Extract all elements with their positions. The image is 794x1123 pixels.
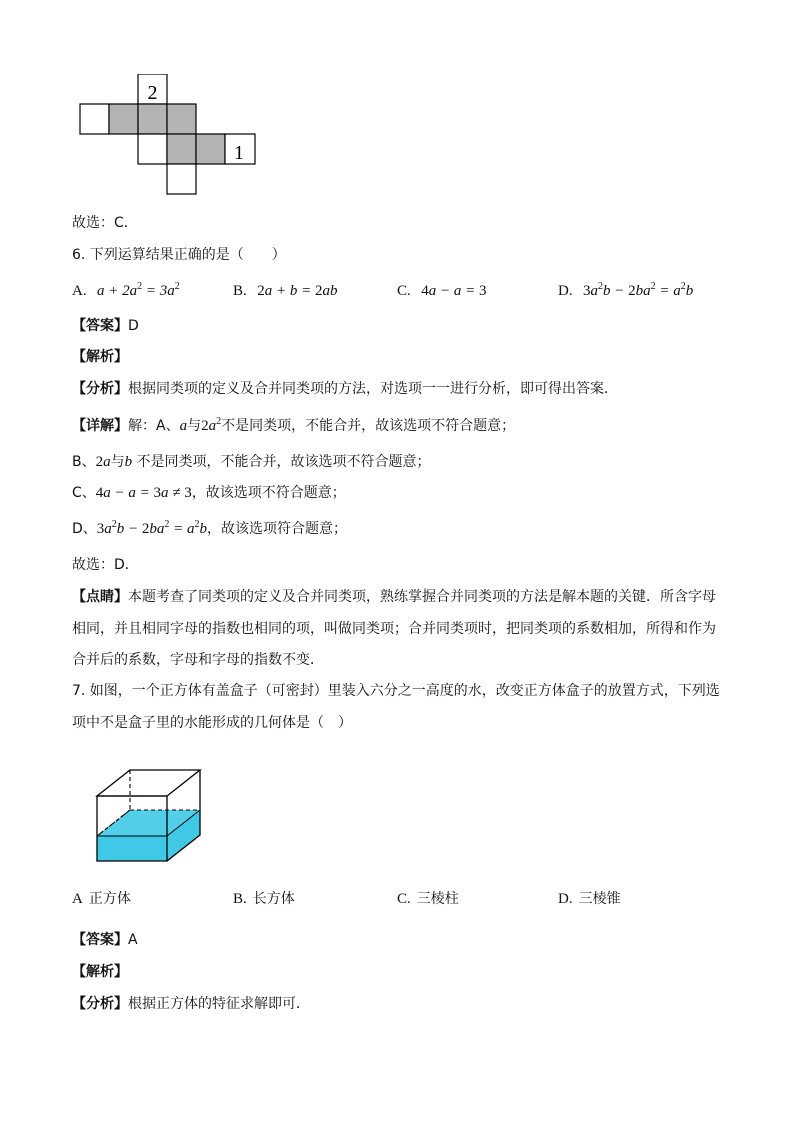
detail-prefix: D、 (72, 521, 97, 537)
option-text: 长方体 (252, 891, 295, 907)
net-square (167, 164, 196, 194)
q6-comment-1 (72, 587, 716, 607)
answer-value: D (128, 318, 139, 334)
cube-box-figure (90, 757, 208, 869)
option-label: B. (233, 891, 247, 907)
q6-option-a[interactable] (72, 281, 180, 301)
net-square-shaded (167, 104, 196, 134)
q6-comment-2: 相同，并且相同字母的指数也相同的项，叫做同类项；合并同类项时，把同类项的系数相加，所得和作为 (72, 621, 716, 637)
fenxi-text: 根据同类项的定义及合并同类项的方法，对选项一一进行分析，即可得出答案． (128, 381, 618, 397)
q7-option-d[interactable] (558, 889, 621, 909)
option-label: A. (72, 283, 87, 299)
net-label-2: 2 (147, 82, 158, 104)
top-face-edge (97, 770, 200, 796)
water-front-face (97, 836, 167, 861)
q6-detail-b (72, 452, 431, 472)
detail-mid: 与 (110, 454, 125, 470)
net-square (138, 134, 167, 164)
net-square-shaded (109, 104, 138, 134)
q6-jiexi: 【解析】 (72, 349, 128, 365)
q5-choose: 故选：C． (72, 215, 138, 231)
option-label: C. (397, 891, 411, 907)
option-label: D. (558, 283, 573, 299)
option-expr: $3a^2b - 2ba^2 = a^2b$ (583, 281, 694, 299)
option-expr: $a + 2a^2 = 3a^2$ (97, 281, 180, 299)
detail-suffix: 不是同类项，不能合并，故该选项不符合题意； (132, 454, 431, 470)
expr: b (124, 454, 133, 470)
q6-fenxi (72, 379, 618, 399)
expr: 2a (95, 454, 111, 470)
expr: a (179, 418, 188, 434)
comment-text: 本题考查了同类项的定义及合并同类项，熟练掌握合并同类项的方法是解本题的关键．所含字母 (128, 589, 716, 605)
net-square-shaded (196, 134, 225, 164)
q6-detail-c (72, 483, 346, 503)
answer-value: A (128, 932, 138, 948)
detail-suffix: ，故该选项符合题意； (207, 521, 348, 537)
detail-prefix: 解：A、 (128, 418, 180, 434)
q7-stem-2: 项中不是盒子里的水能形成的几何体是（ ） (72, 715, 352, 731)
detail-mid: 与 (187, 418, 202, 434)
q7-jiexi: 【解析】 (72, 964, 128, 980)
q6-answer (72, 316, 139, 336)
q7-stem-1: 7. 如图，一个正方体有盖盒子（可密封）里装入六分之一高度的水，改变正方体盒子的放置方式，下列选 (72, 683, 720, 699)
option-label: A (72, 891, 83, 907)
q7-option-b[interactable] (233, 889, 295, 909)
option-expr: 2a + b = 2ab (257, 283, 338, 299)
q6-option-c[interactable] (397, 281, 486, 301)
detail-suffix: ，故该选项不符合题意； (191, 485, 346, 501)
detail-suffix: 不是同类项，不能合并，故该选项不符合题意； (221, 418, 516, 434)
detail-prefix: C、 (72, 485, 96, 501)
comment-tag: 【点睛】 (72, 589, 128, 605)
q7-answer (72, 930, 138, 950)
q6-stem: 6. 下列运算结果正确的是（ ） (72, 247, 286, 263)
option-label: D. (558, 891, 573, 907)
fenxi-tag: 【分析】 (72, 996, 128, 1012)
detail-tag: 【详解】 (72, 418, 128, 434)
expr: 4a − a = 3a ≠ 3 (95, 485, 192, 501)
option-text: 正方体 (88, 891, 131, 907)
option-text: 三棱锥 (578, 891, 621, 907)
q6-detail-d (72, 519, 347, 539)
q6-option-d[interactable] (558, 281, 693, 301)
q7-option-c[interactable] (397, 889, 459, 909)
option-label: B. (233, 283, 247, 299)
q6-choose: 故选：D． (72, 557, 139, 573)
q7-option-a[interactable] (72, 889, 131, 909)
q6-option-b[interactable] (233, 281, 337, 301)
option-label: C. (397, 283, 411, 299)
option-text: 三棱柱 (416, 891, 459, 907)
q6-comment-3: 合并后的系数，字母和字母的指数不变． (72, 652, 324, 668)
net-square-shaded (138, 104, 167, 134)
answer-tag: 【答案】 (72, 318, 128, 334)
net-square (80, 104, 109, 134)
net-square-shaded (167, 134, 196, 164)
expr: $2a^2$ (201, 416, 222, 434)
expr: $3a^2b - 2ba^2 = a^2b$ (96, 519, 208, 537)
q7-fenxi (72, 994, 310, 1014)
q6-detail-a (72, 416, 515, 436)
answer-tag: 【答案】 (72, 932, 128, 948)
net-label-1: 1 (234, 142, 244, 164)
option-expr: 4a − a = 3 (421, 283, 487, 299)
detail-prefix: B、 (72, 454, 96, 470)
cube-net-figure (78, 74, 260, 196)
fenxi-tag: 【分析】 (72, 381, 128, 397)
fenxi-text: 根据正方体的特征求解即可． (128, 996, 310, 1012)
